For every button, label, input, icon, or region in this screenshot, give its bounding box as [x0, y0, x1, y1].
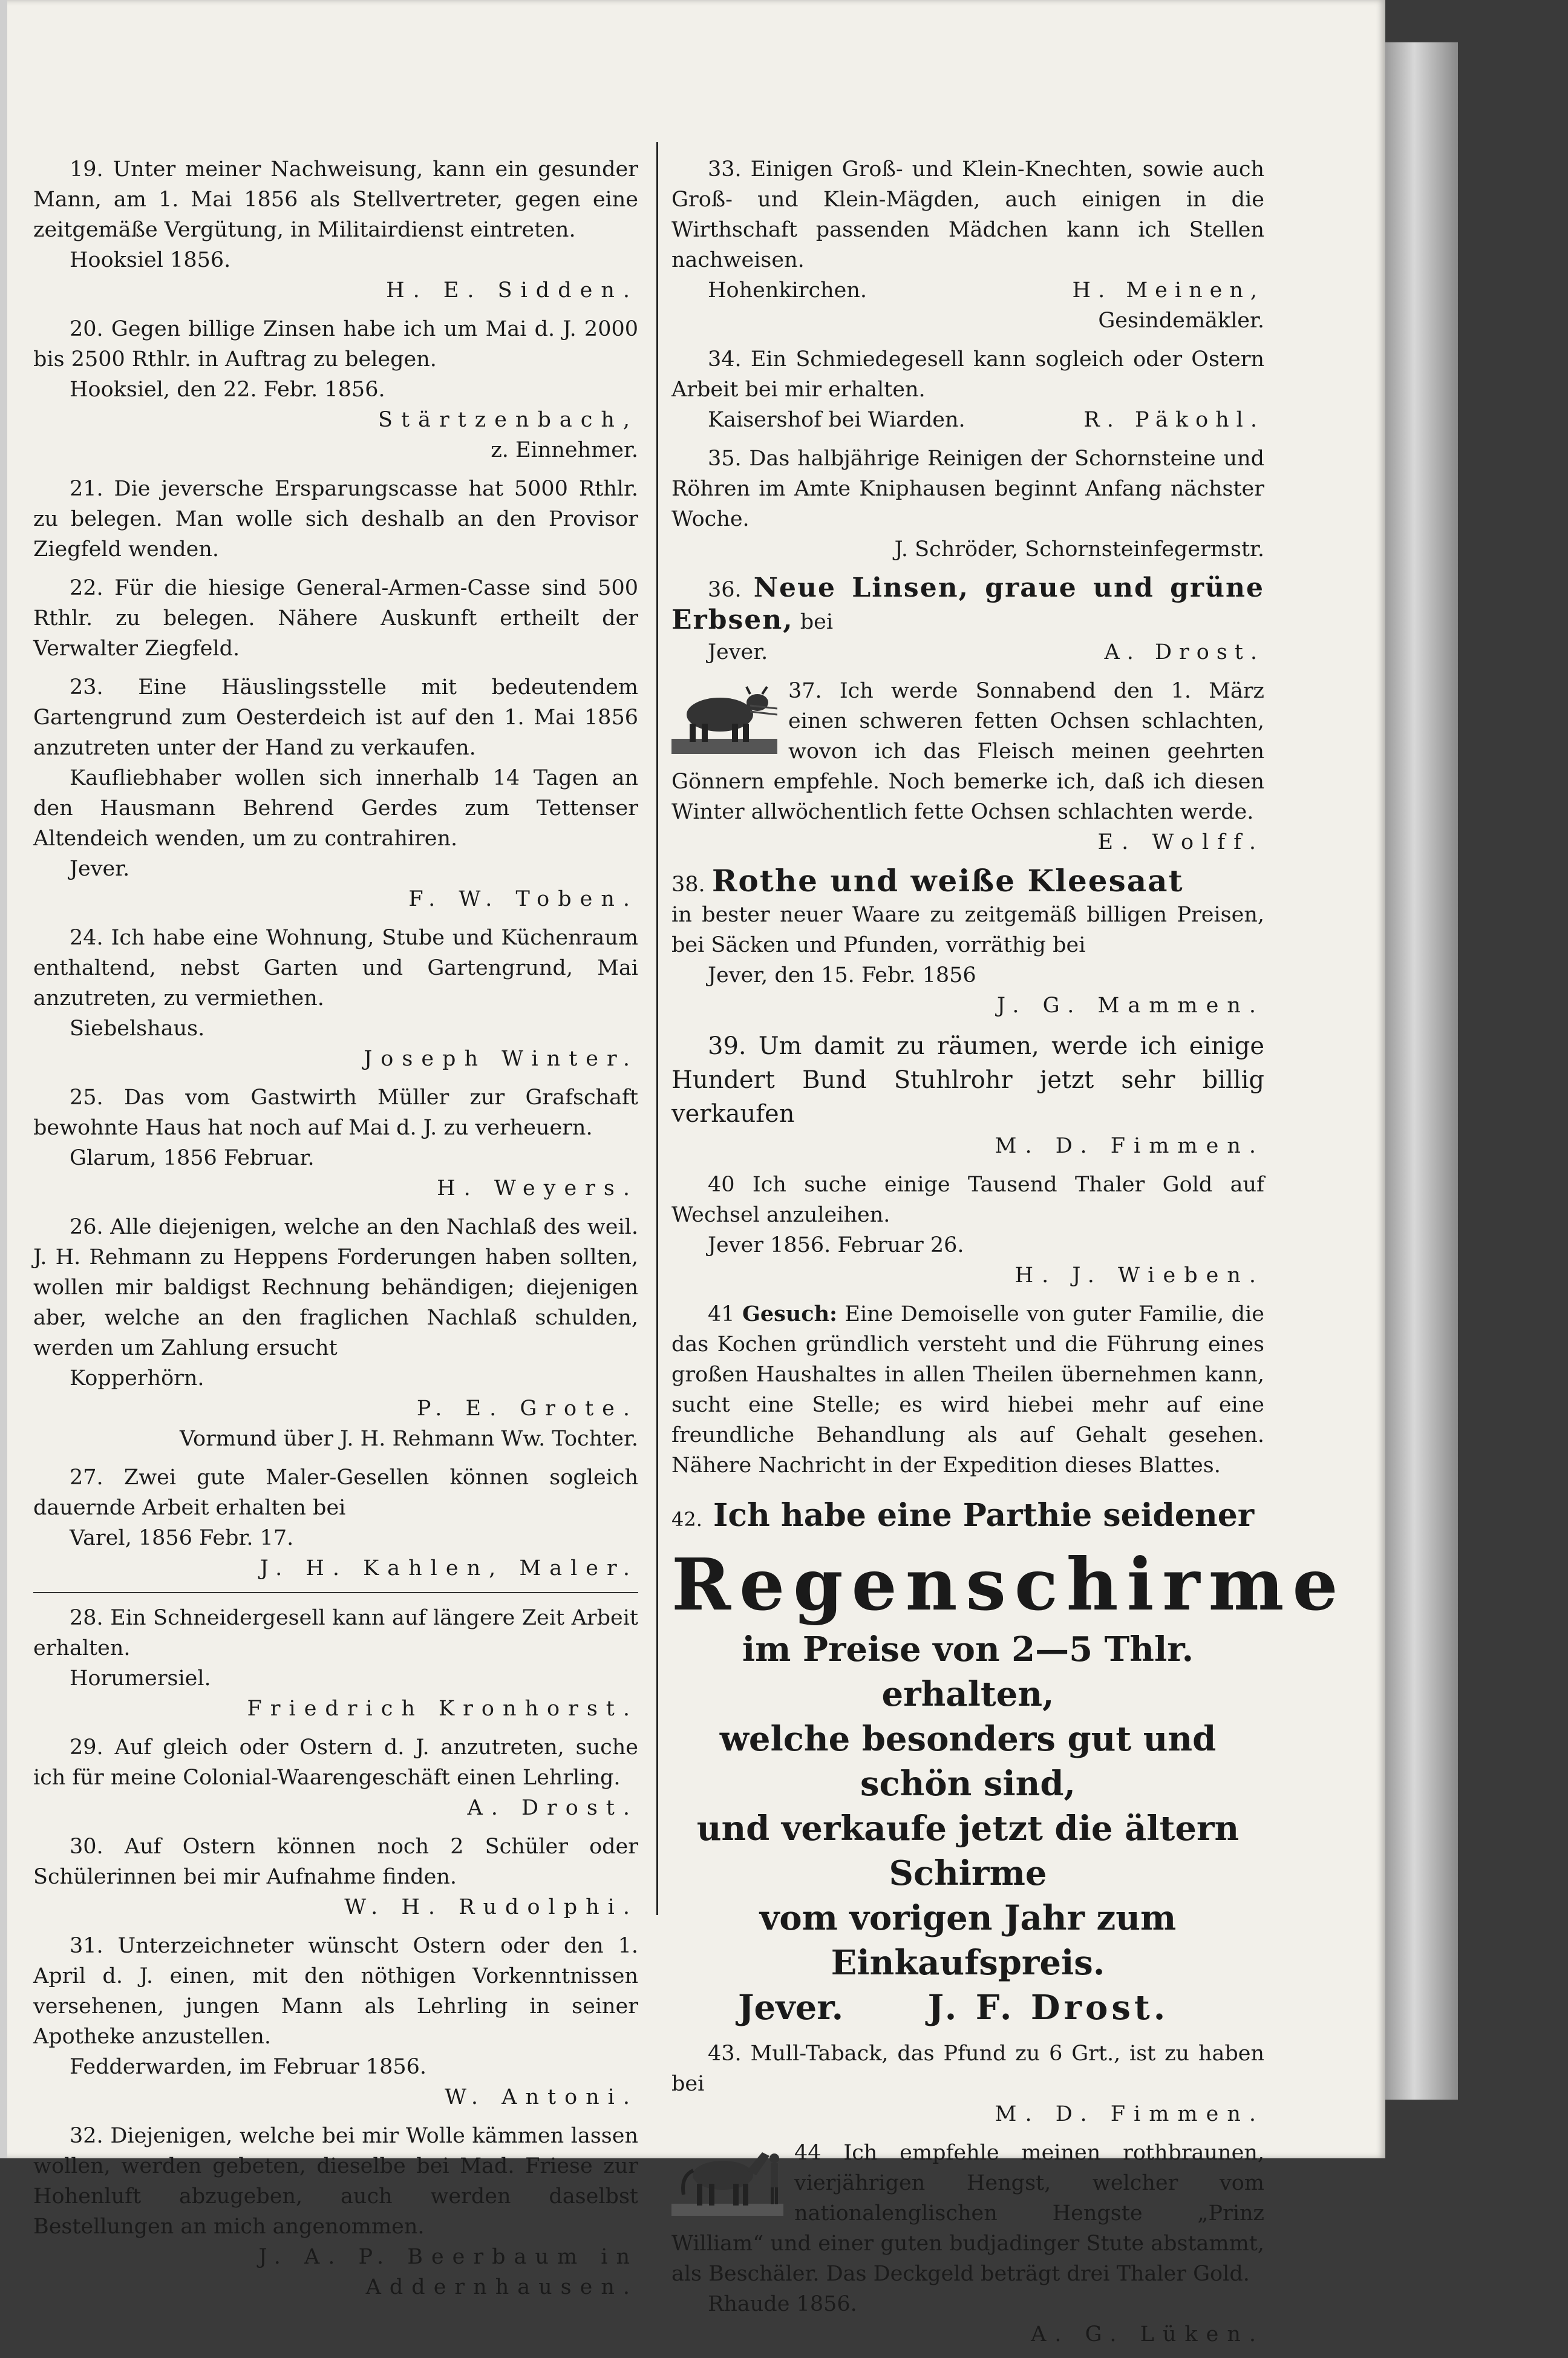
- section-rule: [33, 1592, 638, 1593]
- ad-number: 35.: [708, 447, 742, 471]
- ad-place: Jever.: [70, 857, 130, 881]
- ad-signature: M. D. Fimmen.: [995, 1134, 1264, 1158]
- ad-text: Unterzeichneter wünscht Ostern oder den 1. April d. J. einen, mit den nöthigen Vorkenntnissen versehenen, jungen Mann als Lehrling in seiner Apotheke anzustellen.: [33, 1934, 638, 2049]
- ad-text: Die jeversche Ersparungscasse hat 5000 Rthlr. zu belegen. Man wolle sich deshalb an den Provisor Ziegfeld wenden.: [33, 477, 638, 562]
- ad-text: Eine Demoiselle von guter Familie, die das Kochen gründlich versteht und die Führung eines großen Haushaltes in allen Theilen übernehmen kann, sucht eine Stelle; es wird hiebei mehr auf eine freundliche Behandlung als auf Gehalt gesehen. Nähere Nachricht in der Expedition dieses Blattes.: [671, 1302, 1264, 1478]
- ad-signature: Stärtzenbach,: [378, 408, 638, 432]
- ad-number: 21.: [70, 477, 103, 501]
- ad-line: und verkaufe jetzt die ältern Schirme: [696, 1809, 1240, 1893]
- ad-text: Gegen billige Zinsen habe ich um Mai d. J. 2000 bis 2500 Rthlr. in Auftrag zu belegen.: [33, 317, 638, 372]
- ad-place: Jever.: [738, 1988, 844, 2028]
- ad-signature: A. Drost.: [467, 1796, 638, 1820]
- ad-28: [33, 1603, 638, 1724]
- horse-with-groom-illustration-icon: [671, 2140, 783, 2216]
- ad-20: [33, 314, 638, 465]
- ad-text: Auf Ostern können noch 2 Schüler oder Schülerinnen bei mir Aufnahme finden.: [33, 1835, 638, 1889]
- ad-text: Für die hiesige General-Armen-Casse sind 500 Rthlr. zu belegen. Nähere Auskunft ertheilt der Verwalter Ziegfeld.: [33, 576, 638, 661]
- ad-line: welche besonders gut und schön sind,: [719, 1719, 1217, 1804]
- ad-number: 27.: [70, 1466, 103, 1490]
- ad-24: [33, 923, 638, 1074]
- ad-place: Jever.: [708, 640, 768, 664]
- ad-number: 42.: [671, 1508, 702, 1531]
- ad-signature: H. Weyers.: [437, 1176, 638, 1200]
- ad-26: [33, 1212, 638, 1454]
- ad-number: 37.: [788, 679, 822, 703]
- ad-38: [671, 863, 1264, 1021]
- ad-number: 22.: [70, 576, 103, 600]
- ad-text: Kaufliebhaber wollen sich innerhalb 14 Tagen an den Hausmann Behrend Gerdes zum Tettenser Altendeich wenden, um zu contrahiren.: [33, 766, 638, 851]
- ad-text: Eine Häuslingsstelle mit bedeutendem Gartengrund zum Oesterdeich ist auf den 1. Mai 1856 anzutreten unter der Hand zu verkaufen.: [33, 675, 638, 760]
- ad-text: Diejenigen, welche bei mir Wolle kämmen lassen wollen, werden gebeten, dieselbe bei Mad. Friese zur Hohenluft abzugeben, auch werden daselbst Bestellungen an mich angenommen.: [33, 2124, 638, 2239]
- ad-giant-headline: Regenschirme: [671, 1542, 1347, 1626]
- ad-22: [33, 573, 638, 664]
- ad-number: 25.: [70, 1086, 103, 1110]
- ad-text: Das vom Gastwirth Müller zur Grafschaft bewohnte Haus hat noch auf Mai d. J. zu verheuern.: [33, 1086, 638, 1140]
- ad-signature: F. W. Toben.: [408, 887, 638, 911]
- ad-number: 40: [708, 1173, 735, 1197]
- ad-number: 39.: [708, 1032, 746, 1060]
- ad-text: in bester neuer Waare zu zeitgemäß billigen Preisen, bei Säcken und Pfunden, vorräthig bei: [671, 903, 1264, 957]
- ad-number: 32.: [70, 2124, 103, 2148]
- ad-number: 28.: [70, 1606, 103, 1630]
- ad-32: [33, 2121, 638, 2302]
- ad-text: Einigen Groß- und Klein-Knechten, sowie auch Groß- und Klein-Mägden, auch einigen in die Wirthschaft passenden Mädchen kann ich Stellen nachweisen.: [671, 157, 1264, 272]
- ad-number: 20.: [70, 317, 103, 341]
- ad-19: [33, 154, 638, 306]
- column-divider: [656, 142, 658, 1915]
- ad-signature: Friedrich Kronhorst.: [247, 1697, 638, 1721]
- ad-number: 29.: [70, 1735, 103, 1760]
- book-page-edge: [1385, 42, 1458, 2100]
- ad-place: Siebelshaus.: [70, 1017, 205, 1041]
- ad-line: im Preise von 2—5 Thlr. erhalten,: [742, 1629, 1194, 1714]
- ad-41: [671, 1299, 1264, 1481]
- ad-signature: A. Drost.: [1104, 640, 1264, 664]
- ad-27: [33, 1462, 638, 1583]
- ad-text: Zwei gute Maler-Gesellen können sogleich dauernde Arbeit erhalten bei: [33, 1466, 638, 1520]
- ad-number: 30.: [70, 1835, 103, 1859]
- left-column: [33, 154, 638, 2311]
- ad-signature: Joseph Winter.: [364, 1047, 638, 1071]
- ad-text: Ein Schneidergesell kann auf längere Zeit Arbeit erhalten.: [33, 1606, 638, 1660]
- ad-line: Ich habe eine Parthie seidener: [713, 1497, 1255, 1534]
- ad-text: Unter meiner Nachweisung, kann ein gesunder Mann, am 1. Mai 1856 als Stellvertreter, gegen eine zeitgemäße Vergütung, in Militairdienst eintreten.: [33, 157, 638, 242]
- ad-31: [33, 1931, 638, 2112]
- ad-signature-title: Vormund über J. H. Rehmann Ww. Tochter.: [179, 1427, 638, 1451]
- ad-number: 44: [794, 2141, 822, 2165]
- ox-illustration-icon: [671, 678, 777, 754]
- ad-headline: Gesuch:: [742, 1302, 837, 1326]
- ad-text: Alle diejenigen, welche an den Nachlaß des weil. J. H. Rehmann zu Heppens Forderungen haben sollten, wollen mir baldigst Rechnung behändigen; diejenigen aber, welche an den fraglichen Nachlaß schulden, werden um Zahlung ersucht: [33, 1215, 638, 1360]
- ad-text: Auf gleich oder Ostern d. J. anzutreten, suche ich für meine Colonial-Waarengeschäft einen Lehrling.: [33, 1735, 638, 1790]
- ad-signature: J. H. Kahlen, Maler.: [260, 1556, 638, 1580]
- ad-36: [671, 573, 1264, 667]
- ad-33: [671, 154, 1264, 336]
- ad-number: 33.: [708, 157, 742, 182]
- ad-text: Ich habe eine Wohnung, Stube und Küchenraum enthaltend, nebst Garten und Gartengrund, Mai anzutreten, zu vermiethen.: [33, 926, 638, 1010]
- ad-place: Kopperhörn.: [70, 1366, 204, 1390]
- ad-signature: H. J. Wieben.: [1014, 1263, 1264, 1288]
- ad-signature-title: Gesindemäkler.: [1098, 309, 1264, 333]
- ad-text: Ich werde Sonnabend den 1. März einen schweren fetten Ochsen schlachten, wovon ich das Fleisch meinen geehrten Gönnern empfehle. Noch bemerke ich, daß ich diesen Winter allwöchentlich fette Ochsen schlachten werde.: [671, 679, 1264, 824]
- ad-number: 43.: [708, 2042, 742, 2066]
- ad-signature: J. A. P. Beerbaum in Addernhausen.: [258, 2245, 638, 2299]
- ad-35: [671, 444, 1264, 565]
- ad-text: Um damit zu räumen, werde ich einige Hundert Bund Stuhlrohr jetzt sehr billig verkaufen: [671, 1032, 1264, 1128]
- right-column: [671, 154, 1347, 2358]
- ad-number: 24.: [70, 926, 103, 950]
- ad-line: vom vorigen Jahr zum Einkaufspreis.: [759, 1898, 1177, 1983]
- ad-signature: J. Schröder, Schornsteinfegermstr.: [894, 537, 1264, 562]
- ad-43: [671, 2039, 1264, 2129]
- ad-text: Ein Schmiedegesell kann sogleich oder Ostern Arbeit bei mir erhalten.: [671, 347, 1264, 402]
- ad-42: [671, 1493, 1347, 2030]
- ad-signature: W. Antoni.: [445, 2085, 638, 2109]
- ad-place: Varel, 1856 Febr. 17.: [70, 1526, 294, 1550]
- ad-number: 31.: [70, 1934, 103, 1958]
- ad-signature: J. G. Mammen.: [997, 994, 1264, 1018]
- ad-text: Das halbjährige Reinigen der Schornsteine und Röhren im Amte Kniphausen beginnt Anfang nächster Woche.: [671, 447, 1264, 531]
- ad-number: 41: [708, 1302, 735, 1326]
- ad-signature: H. Meinen,: [1072, 278, 1264, 303]
- ad-place: Kaisershof bei Wiarden.: [708, 408, 965, 432]
- ad-44: [671, 2138, 1264, 2350]
- ad-34: [671, 344, 1264, 435]
- ad-place: Horumersiel.: [70, 1666, 211, 1691]
- ad-place: Hooksiel, den 22. Febr. 1856.: [70, 378, 385, 402]
- ad-39: [671, 1029, 1264, 1161]
- ad-21: [33, 474, 638, 565]
- ad-place: Jever, den 15. Febr. 1856: [708, 963, 976, 987]
- ad-place: Hooksiel 1856.: [70, 248, 231, 272]
- ad-number: 23.: [70, 675, 103, 699]
- ad-text: bei: [800, 610, 834, 634]
- ad-signature: E. Wolff.: [1097, 830, 1264, 854]
- ad-25: [33, 1082, 638, 1204]
- ad-number: 38.: [671, 873, 705, 897]
- ad-23: [33, 672, 638, 914]
- ad-text: Mull-Taback, das Pfund zu 6 Grt., ist zu haben bei: [671, 2042, 1264, 2096]
- ad-number: 34.: [708, 347, 742, 372]
- ad-place: Jever 1856. Februar 26.: [708, 1233, 964, 1257]
- ad-place: Glarum, 1856 Februar.: [70, 1146, 315, 1170]
- ad-place: Fedderwarden, im Februar 1856.: [70, 2055, 426, 2079]
- ad-signature-title: z. Einnehmer.: [491, 438, 638, 462]
- ad-place: Rhaude 1856.: [708, 2292, 857, 2316]
- ad-37: [671, 676, 1264, 857]
- ad-number: 36.: [708, 578, 742, 602]
- left-page-strip: [0, 0, 7, 2158]
- ad-text: Ich suche einige Tausend Thaler Gold auf Wechsel anzuleihen.: [671, 1173, 1264, 1227]
- ad-signature: P. E. Grote.: [416, 1397, 638, 1421]
- ad-signature: R. Päkohl.: [1083, 408, 1264, 432]
- ad-headline: Neue Linsen, graue und grüne Erbsen,: [671, 572, 1264, 635]
- ad-number: 26.: [70, 1215, 103, 1239]
- ad-signature: M. D. Fimmen.: [995, 2102, 1264, 2126]
- ad-30: [33, 1832, 638, 1922]
- ad-text: Ich empfehle meinen rothbraunen, vierjährigen Hengst, welcher vom nationalenglischen Hengste „Prinz William“ und einer guten budjadinger Stute abstammt, als Beschäler. Das Deckgeld beträgt drei Thaler Gold.: [671, 2141, 1264, 2286]
- ad-40: [671, 1170, 1264, 1291]
- ad-place: Hohenkirchen.: [708, 278, 867, 303]
- ad-signature: W. H. Rudolphi.: [344, 1895, 638, 1919]
- ad-number: 19.: [70, 157, 103, 182]
- ad-signature: A. G. Lüken.: [1031, 2322, 1264, 2347]
- ad-signature: H. E. Sidden.: [386, 278, 638, 303]
- ad-headline: Rothe und weiße Kleesaat: [711, 863, 1184, 899]
- ad-29: [33, 1732, 638, 1823]
- ad-signature: J. F. Drost.: [927, 1988, 1169, 2028]
